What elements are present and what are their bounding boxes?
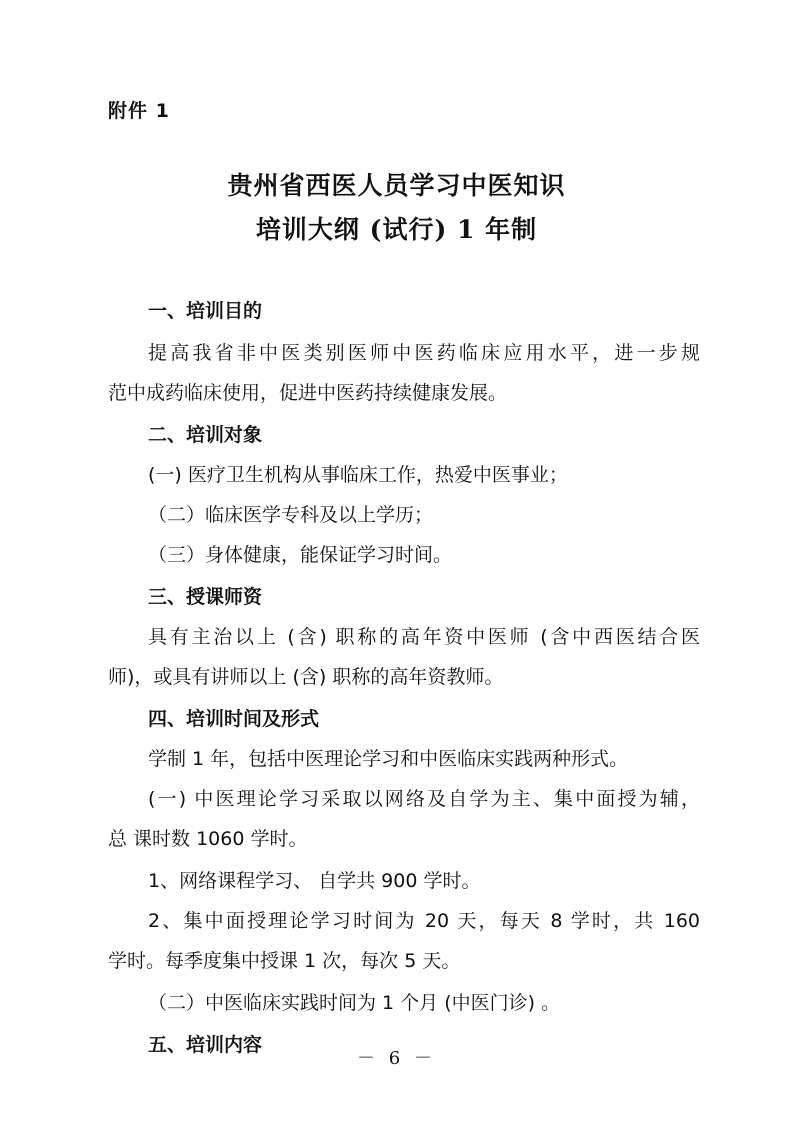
section-heading: 五、培训内容 — [148, 1034, 263, 1056]
attachment-label: 附件 1 — [108, 100, 170, 122]
document-title-line-1: 贵州省西医人员学习中医知识 — [227, 171, 566, 200]
section-heading: 二、培训对象 — [148, 424, 263, 446]
body-line: （三）身体健康，能保证学习时间。 — [148, 544, 453, 566]
body-line: (一) 医疗卫生机构从事临床工作，热爱中医事业； — [148, 464, 568, 486]
body-line: (一) 中医理论学习采取以网络及自学为主、集中面授为辅， — [148, 788, 700, 810]
body-line: （二）中医临床实践时间为 1 个月 (中医门诊) 。 — [148, 992, 561, 1014]
body-line: 1、网络课程学习、 自学共 900 学时。 — [148, 870, 481, 892]
body-line: （二）临床医学专科及以上学历； — [148, 504, 434, 526]
section-heading: 三、授课师资 — [148, 586, 263, 608]
body-line: 师)，或具有讲师以上 (含) 职称的高年资教师。 — [108, 666, 504, 688]
body-line: 2、集中面授理论学习时间为 20 天，每天 8 学时，共 160 — [148, 910, 700, 932]
document-title-line-2: 培训大纲 (试行) 1 年制 — [255, 215, 538, 244]
body-line: 具有主治以上 (含) 职称的高年资中医师 (含中西医结合医 — [148, 626, 700, 648]
body-line: 提高我省非中医类别医师中医药临床应用水平，进一步规 — [148, 342, 700, 364]
page-number: － 6 － — [357, 1048, 436, 1069]
section-heading: 一、培训目的 — [148, 300, 263, 322]
body-line: 学时。每季度集中授课 1 次，每次 5 天。 — [108, 950, 461, 972]
body-line: 范中成药临床使用，促进中医药持续健康发展。 — [108, 382, 508, 404]
body-line: 学制 1 年，包括中医理论学习和中医临床实践两种形式。 — [148, 748, 629, 770]
body-line: 总 课时数 1060 学时。 — [108, 828, 308, 850]
section-heading: 四、培训时间及形式 — [148, 708, 320, 730]
